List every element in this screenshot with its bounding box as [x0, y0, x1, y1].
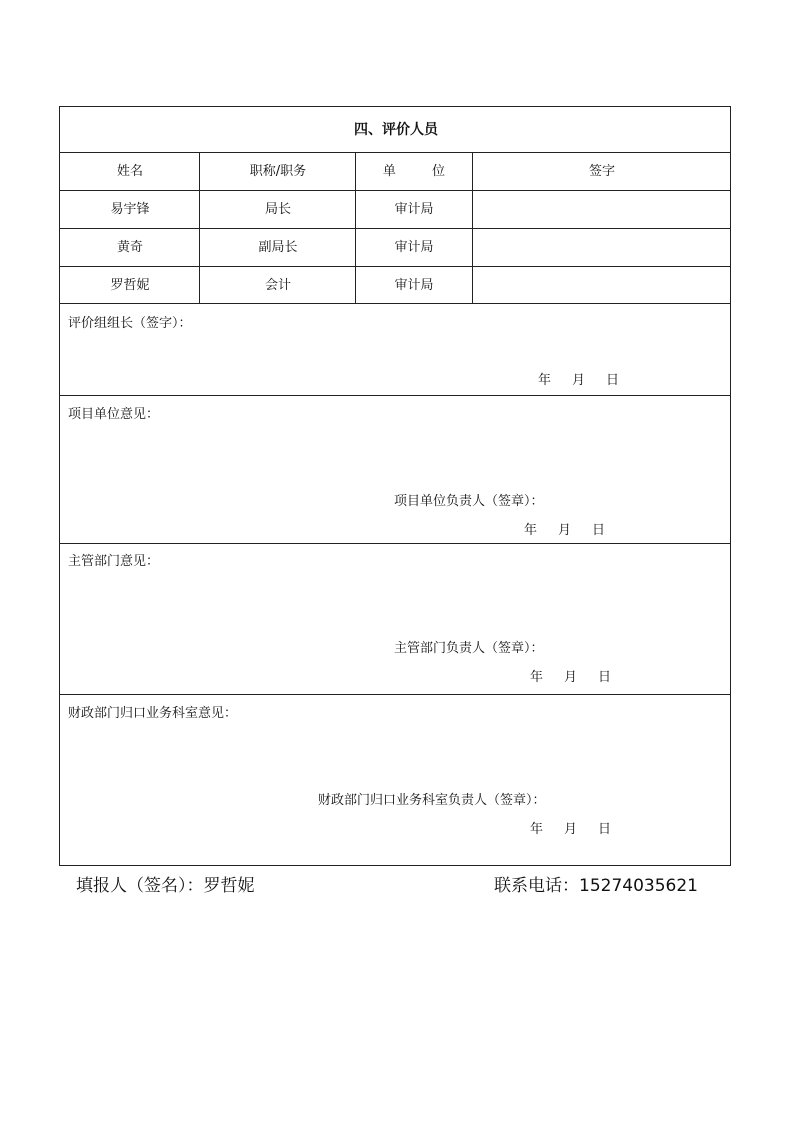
department-signer-label: 主管部门负责人（签章）：: [394, 641, 544, 656]
contact-phone: [494, 876, 698, 896]
filler-label: 填报人（签名）：: [76, 876, 204, 896]
filler-name: 罗哲妮: [203, 876, 255, 896]
row-divider: [60, 228, 730, 229]
row-divider: [60, 152, 730, 153]
finance-signer-label: 财政部门归口业务科室负责人（签章）：: [318, 793, 546, 808]
header-signature: 签字: [588, 164, 616, 179]
column-divider: [199, 152, 200, 303]
column-divider: [472, 152, 473, 303]
group-leader-label: 评价组组长（签字）：: [68, 316, 192, 331]
person-title: 局长: [264, 202, 292, 217]
finance-opinion-label: 财政部门归口业务科室意见：: [68, 706, 238, 721]
row-divider: [60, 266, 730, 267]
date-month: 月: [564, 670, 578, 685]
header-title: 职称/职务: [249, 164, 307, 179]
project-unit-opinion-label: 项目单位意见：: [68, 407, 160, 422]
project-unit-signer-label: 项目单位负责人（签章）：: [394, 494, 544, 509]
person-name: 易宇锋: [110, 202, 150, 217]
evaluation-form: [59, 106, 731, 866]
date-day: 日: [592, 523, 606, 538]
header-name: 姓名: [116, 164, 144, 179]
date-day: 日: [598, 670, 612, 685]
column-divider: [355, 152, 356, 303]
date-day: 日: [598, 822, 612, 837]
row-divider: [60, 190, 730, 191]
date-month: 月: [564, 822, 578, 837]
row-divider: [60, 543, 730, 544]
row-divider: [60, 303, 730, 304]
phone-label: 联系电话：: [494, 876, 579, 896]
person-title: 副局长: [258, 240, 298, 255]
person-unit: 审计局: [394, 240, 434, 255]
date-year: 年: [530, 822, 544, 837]
department-opinion-label: 主管部门意见：: [68, 554, 160, 569]
date-year: 年: [538, 373, 552, 388]
person-unit: 审计局: [394, 278, 434, 293]
filler-signature: [76, 876, 255, 896]
person-name: 罗哲妮: [110, 278, 150, 293]
phone-number: 15274035621: [579, 876, 698, 896]
date-day: 日: [606, 373, 620, 388]
row-divider: [60, 694, 730, 695]
section-title: 四、评价人员: [354, 122, 438, 138]
date-month: 月: [572, 373, 586, 388]
header-unit: 单 位: [382, 164, 462, 179]
person-name: 黄奇: [116, 240, 144, 255]
date-year: 年: [524, 523, 538, 538]
person-title: 会计: [264, 278, 292, 293]
row-divider: [60, 395, 730, 396]
date-month: 月: [558, 523, 572, 538]
person-unit: 审计局: [394, 202, 434, 217]
date-year: 年: [530, 670, 544, 685]
